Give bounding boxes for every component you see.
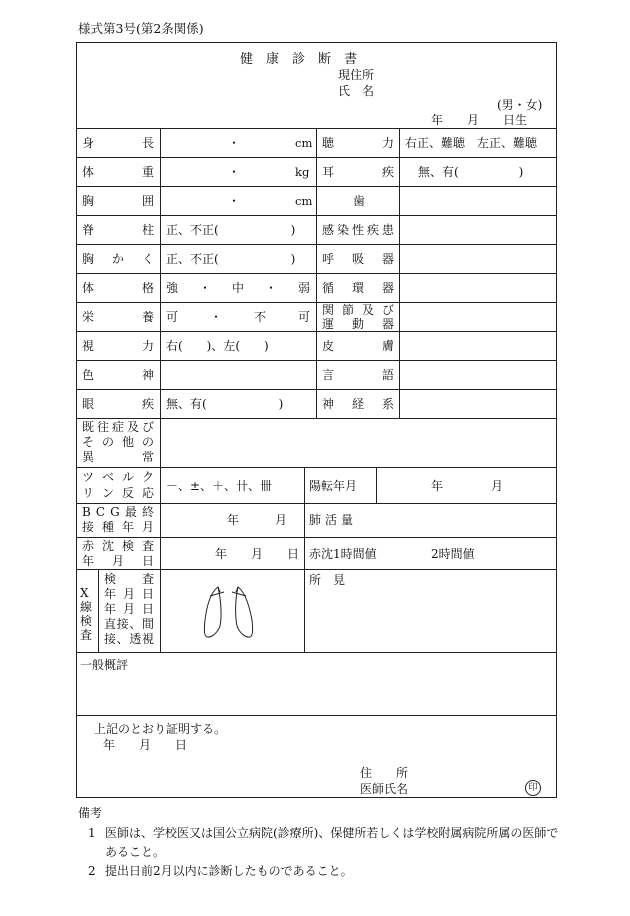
option-item: 可	[297, 310, 310, 324]
option-item: ・	[198, 281, 211, 295]
label-char: 年	[82, 554, 95, 568]
label-char: 柱	[141, 223, 154, 237]
label-char: 及	[126, 420, 139, 434]
label-char: 循	[322, 281, 335, 295]
joints-label-line2	[322, 318, 394, 330]
xray-sub-line3	[104, 603, 154, 615]
label-char: 長	[141, 136, 154, 150]
label-char: 身	[82, 136, 95, 150]
label-char: の	[141, 435, 154, 449]
spine-value: 正、不正( )	[166, 223, 296, 237]
respiratory-label	[322, 253, 394, 265]
label-char: 重	[141, 165, 154, 179]
label-char: か	[111, 252, 124, 266]
ear-disease-value: 無、有( )	[418, 165, 524, 179]
vision-label	[82, 340, 154, 352]
chest-label	[82, 195, 154, 207]
label-char: 言	[322, 368, 335, 382]
option-item: 中	[231, 281, 244, 295]
weight-label	[82, 166, 154, 178]
label-char: ベ	[101, 470, 114, 484]
speech-label	[322, 369, 394, 381]
general-evaluation-label: 一般概評	[80, 658, 129, 672]
label-char: 器	[381, 281, 394, 295]
name-label: 氏 名	[338, 84, 375, 98]
option-item: 弱	[297, 281, 310, 295]
tuberculin-label-line1	[82, 471, 154, 483]
label-char: 力	[141, 339, 154, 353]
ear-disease-label	[322, 166, 394, 178]
label-char: 養	[141, 310, 154, 324]
label-char: 視	[141, 632, 154, 646]
label-char: 視	[82, 339, 95, 353]
label-char: 査	[141, 539, 154, 553]
label-char: 胸	[82, 252, 95, 266]
remark-2-line1: 提出日前2月以内に診断したものであること。	[105, 864, 353, 878]
remark-2-number: 2	[88, 864, 96, 878]
label-char: 疾	[381, 165, 394, 179]
label-char: 最	[124, 505, 137, 519]
label-char: 接	[116, 617, 129, 631]
label-char: 種	[101, 520, 114, 534]
label-char: 器	[381, 317, 394, 331]
label-char: 色	[82, 368, 95, 382]
label-char: 、	[129, 617, 142, 631]
label-char: 終	[141, 505, 154, 519]
label-char: C	[95, 505, 106, 519]
label-char: 体	[82, 281, 95, 295]
label-char: 器	[381, 252, 394, 266]
chest-unit: cm	[295, 194, 313, 208]
label-char: 日	[141, 587, 154, 601]
label-char: 胸	[82, 194, 95, 208]
label-char: ツ	[82, 470, 95, 484]
label-char: 聴	[322, 136, 335, 150]
xray-findings-label: 所 見	[309, 573, 346, 587]
label-char: ル	[121, 470, 134, 484]
infection-label	[322, 224, 394, 236]
label-char: 往	[96, 420, 109, 434]
skin-label	[322, 340, 394, 352]
label-char: の	[101, 435, 114, 449]
label-char: 、	[116, 632, 129, 646]
label-char: 格	[141, 281, 154, 295]
label-char: 異	[82, 450, 95, 464]
physique-label	[82, 282, 154, 294]
label-char: び	[381, 303, 394, 317]
option-item: ・	[264, 281, 277, 295]
label-char: 耳	[322, 165, 335, 179]
label-char: リ	[82, 486, 95, 500]
xray-sub-line4	[104, 618, 154, 630]
nervous-label	[322, 398, 394, 410]
label-char: 年	[104, 602, 117, 616]
xray-label: X線検査	[80, 586, 93, 642]
bcg-label-line2	[82, 521, 154, 533]
seal-mark: 印	[525, 780, 541, 796]
label-char: 月	[122, 602, 135, 616]
label-char: 語	[381, 368, 394, 382]
label-char: 患	[381, 223, 394, 237]
label-char: 系	[381, 397, 394, 411]
history-label-line1	[82, 421, 154, 433]
label-char: 感	[322, 223, 335, 237]
color-sense-label	[82, 369, 154, 381]
label-char: 症	[111, 420, 124, 434]
positive-conversion-label: 陽転年月	[309, 479, 358, 493]
xray-sub-line5	[104, 633, 154, 645]
label-char: B	[82, 505, 91, 519]
label-char: ク	[141, 470, 154, 484]
chest-shape-label	[82, 253, 154, 265]
label-char: 節	[341, 303, 354, 317]
vision-value: 右( )、左( )	[166, 339, 269, 353]
history-label-line3	[82, 451, 154, 463]
label-char: 応	[141, 486, 154, 500]
label-char: 疾	[141, 397, 154, 411]
label-char: 体	[82, 165, 95, 179]
label-char: 日	[141, 554, 154, 568]
hearing-label	[322, 137, 394, 149]
label-char: 月	[141, 520, 154, 534]
remark-1-number: 1	[88, 826, 96, 840]
label-char: 反	[121, 486, 134, 500]
weight-unit: kg	[295, 165, 310, 179]
label-char: 接	[82, 520, 95, 534]
label-char: 赤	[82, 539, 95, 553]
label-char: 月	[122, 587, 135, 601]
hearing-value: 右正、難聴 左正、難聴	[405, 136, 538, 150]
xray-sub-line2	[104, 588, 154, 600]
label-char: 関	[322, 303, 335, 317]
chest-shape-value: 正、不正( )	[166, 252, 296, 266]
bcg-date: 年 月	[227, 513, 288, 527]
label-char: 査	[141, 572, 154, 586]
label-char: 経	[351, 397, 364, 411]
eye-disease-label	[82, 398, 154, 410]
label-char: 検	[121, 539, 134, 553]
label-char: 神	[141, 368, 154, 382]
tuberculin-value: －、±、＋、卄、卌	[166, 479, 273, 493]
eye-disease-value: 無、有( )	[166, 397, 284, 411]
sex-field: (男・女)	[497, 98, 543, 112]
joints-label-line1	[322, 304, 394, 316]
label-char: 膚	[381, 339, 394, 353]
label-char: く	[141, 252, 154, 266]
esr-date: 年 月 日	[215, 547, 300, 561]
remarks-title: 備考	[78, 806, 103, 820]
esr-1h-label: 赤沈1時間値	[309, 547, 377, 561]
label-char: 接	[104, 632, 117, 646]
height-value: ・	[228, 136, 241, 150]
label-char: 性	[351, 223, 364, 237]
label-char: 運	[322, 317, 335, 331]
address-label: 現住所	[338, 68, 375, 82]
esr-label-line1	[82, 540, 154, 552]
label-char: 他	[121, 435, 134, 449]
label-char: 脊	[82, 223, 95, 237]
label-char: 皮	[322, 339, 335, 353]
label-char: 眼	[82, 397, 95, 411]
doctor-address-label: 住 所	[360, 766, 409, 780]
label-char: び	[141, 420, 154, 434]
option-item: 可	[166, 310, 179, 324]
remark-1-line2: あること。	[105, 845, 166, 859]
certify-date: 年 月 日	[103, 738, 188, 752]
label-char: そ	[82, 435, 95, 449]
label-char: 吸	[351, 252, 364, 266]
lung-capacity-label: 肺活量	[309, 513, 358, 527]
label-char: 検	[104, 572, 117, 586]
label-char: 年	[104, 587, 117, 601]
option-item: 不	[253, 310, 266, 324]
label-char: 透	[129, 632, 142, 646]
lung-diagram-icon	[198, 580, 273, 644]
nutrition-options	[166, 311, 310, 323]
bcg-label-line1	[82, 506, 154, 518]
label-char: 沈	[101, 539, 114, 553]
label-char	[123, 573, 135, 585]
history-label-line2	[82, 436, 154, 448]
label-char: 染	[336, 223, 349, 237]
weight-value: ・	[228, 165, 241, 179]
label-char: 日	[141, 602, 154, 616]
option-item: ・	[209, 310, 222, 324]
label-char: 月	[111, 554, 124, 568]
label-char: 及	[361, 303, 374, 317]
physique-options	[166, 282, 310, 294]
label-char: 常	[141, 450, 154, 464]
label-char: 直	[104, 617, 117, 631]
nutrition-label	[82, 311, 154, 323]
label-char: G	[110, 505, 120, 519]
birth-date-field: 年 月 日生	[431, 113, 528, 127]
label-char: 呼	[322, 252, 335, 266]
teeth-label: 歯	[353, 194, 366, 208]
label-char: 疾	[366, 223, 379, 237]
label-char: 神	[322, 397, 335, 411]
height-unit: cm	[295, 136, 313, 150]
form-id: 様式第3号(第2条関係)	[78, 21, 204, 36]
label-char: 囲	[141, 194, 154, 208]
label-char: 環	[351, 281, 364, 295]
label-char: 年	[121, 520, 134, 534]
certificate-title: 健 康 診 断 書	[240, 52, 358, 67]
circulatory-label	[322, 282, 394, 294]
label-char: 既	[82, 420, 95, 434]
label-char: 動	[351, 317, 364, 331]
spine-label	[82, 224, 154, 236]
label-char: ン	[101, 486, 114, 500]
height-label	[82, 137, 154, 149]
xray-sub-line1	[104, 573, 154, 585]
esr-2h-label: 2時間値	[431, 547, 475, 561]
tuberculin-label-line2	[82, 487, 154, 499]
chest-value: ・	[228, 194, 241, 208]
positive-conversion-date: 年 月	[431, 479, 504, 493]
option-item: 強	[166, 281, 179, 295]
label-char: 力	[381, 136, 394, 150]
certify-statement: 上記のとおり証明する。	[94, 722, 227, 736]
esr-label-line2	[82, 555, 154, 567]
label-char: 栄	[82, 310, 95, 324]
label-char: 間	[141, 617, 154, 631]
doctor-name-label: 医師氏名	[360, 782, 409, 796]
remark-1-line1: 医師は、学校医又は国公立病院(診療所)、保健所若しくは学校附属病院所属の医師で	[105, 826, 559, 840]
